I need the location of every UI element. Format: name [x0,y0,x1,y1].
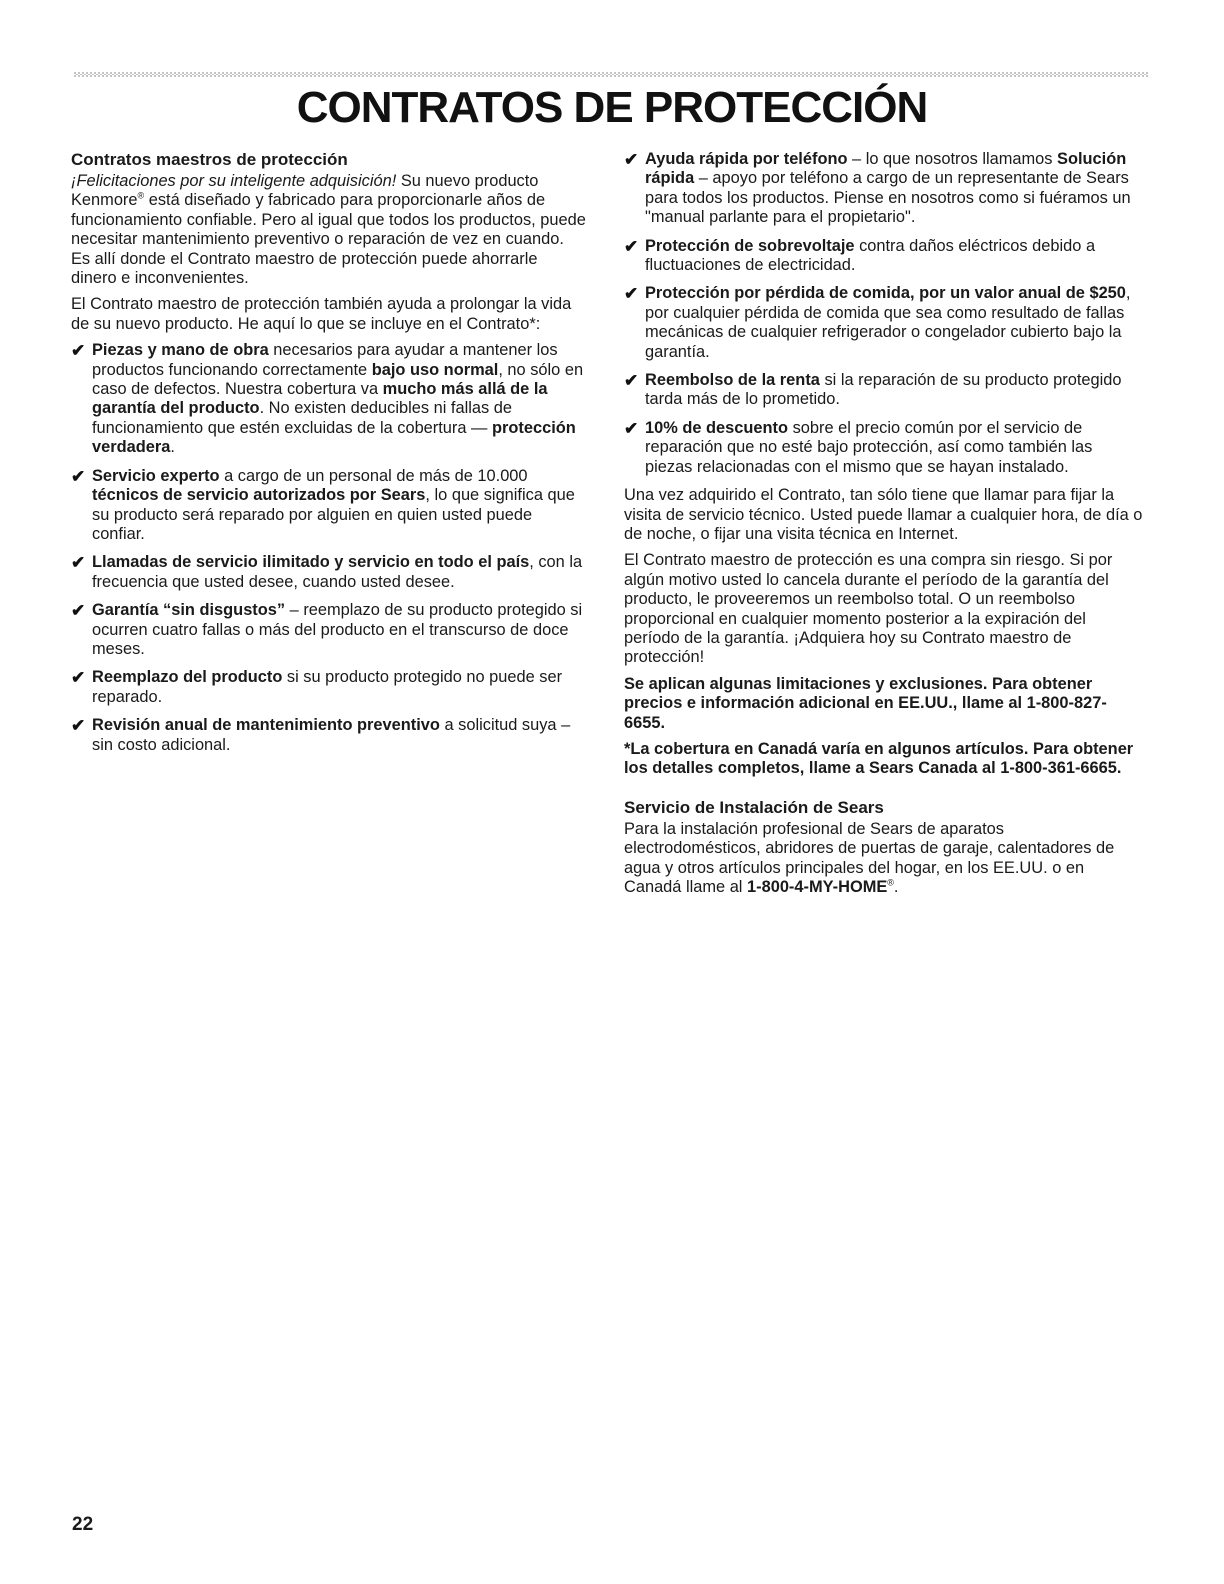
item-text: . [170,438,175,457]
item-text: a solicitud suya – sin costo adicional. [92,716,571,754]
item-text: necesarios para ayudar a mantener los productos funcionando correctamente [92,341,558,379]
item-bold: Garantía “sin disgustos” [92,601,286,620]
limitations-text: Se aplican algunas limitaciones y exclusiones. Para obtener precios e información adicional en EE.UU., llame al 1-800-827-6655. [624,674,1107,732]
list-item-food-loss [624,284,1144,362]
item-text: , por cualquier pérdida de comida que sea como resultado de fallas mecánicas de cualquier refrigerador o congelador cubierto bajo la garantía. [645,284,1131,361]
list-item-rental [624,371,1144,410]
section-heading: Contratos maestros de protección [71,150,348,169]
item-text: , con la frecuencia que usted desee, cuando usted desee. [92,553,583,591]
check-mark-icon: ✔ [624,284,639,304]
contract-paragraph: El Contrato maestro de protección también ayuda a prolongar la vida de su nuevo producto. He aquí lo que se incluye en el Contrato*: [71,295,572,333]
canada-text: *La cobertura en Canadá varía en algunos artículos. Para obtener los detalles completos, llame a Sears Canada al 1-800-361-6665. [624,739,1134,778]
check-mark-icon: ✔ [71,668,86,688]
item-text: , lo que significa que su producto será reparado por alguien en quien usted puede confiar. [92,486,575,543]
list-item-expert-service [71,467,587,545]
item-bold: Solución rápida [645,150,1127,188]
list-item-parts-labor [71,341,587,457]
installation-paragraph [624,820,1144,898]
item-bold: Servicio experto [92,466,220,485]
item-text: contra daños eléctricos debido a fluctuaciones de electricidad. [645,236,1096,275]
check-mark-icon: ✔ [624,236,639,256]
item-text: a cargo de un personal de más de 10.000 [219,466,528,485]
right-column [624,150,1144,904]
item-text: si su producto protegido no puede ser reparado. [92,668,563,706]
item-text: sobre el precio común por el servicio de reparación que no esté bajo protección, así como también las piezas relacionadas con el mismo que se hayan instalado. [645,418,1093,476]
item-bold: Revisión anual de mantenimiento preventivo [92,716,440,735]
installation-end: . [893,878,899,896]
item-text: , no sólo en caso de defectos. Nuestra cobertura va [92,360,584,399]
item-bold: técnicos de servicio autorizados por Sears [92,486,426,505]
item-bold: Reembolso de la renta [645,371,820,390]
check-mark-icon: ✔ [624,150,639,169]
item-bold: Ayuda rápida por teléfono [645,150,848,168]
left-column [71,150,587,764]
item-text: si la reparación de su producto protegido tarda más de lo prometido. [645,371,1122,409]
page-title: CONTRATOS DE PROTECCIÓN [296,83,928,132]
item-bold: mucho más allá de la garantía del producto [92,380,548,418]
registered-mark: ® [887,877,894,888]
risk-free-paragraph: El Contrato maestro de protección es una compra sin riesgo. Si por algún motivo usted lo cancela durante el período de la garantía del producto, le proveeremos un reembolso total. O un reembolso proporcional en cualquier momento posterior a la expiración del período de la garantía. ¡Adquiera hoy su Contrato maestro de protección! [624,551,1113,667]
check-mark-icon: ✔ [624,371,639,391]
list-item-phone-help [624,150,1144,228]
item-text: – apoyo por teléfono a cargo de un representante de Sears para todos los productos. Piense en nosotros como si fuéramos un "manual parlante para el propietario". [645,169,1131,227]
page-number: 22 [72,1514,94,1535]
list-item-discount [624,419,1144,477]
intro-text-1: Su nuevo producto Kenmore [71,172,539,210]
list-item-replacement [71,668,587,707]
item-bold: protección verdadera [92,418,576,457]
list-item-unlimited-calls [71,553,587,592]
list-item-annual-review [71,716,587,755]
list-item-surge [624,237,1144,276]
check-mark-icon: ✔ [71,601,86,621]
installation-phone: 1-800-4-MY-HOME [747,878,888,896]
check-mark-icon: ✔ [71,716,86,736]
item-bold: Llamadas de servicio ilimitado y servicio en todo el país [92,553,530,572]
item-bold: Protección por pérdida de comida, por un valor anual de $250 [645,284,1126,303]
installation-heading: Servicio de Instalación de Sears [624,797,884,817]
list-item-guarantee [71,601,587,659]
item-bold: Reemplazo del producto [92,668,283,687]
item-bold: 10% de descuento [645,418,789,437]
limitations-notice [624,675,1144,733]
check-mark-icon: ✔ [71,341,86,361]
item-bold: Protección de sobrevoltaje [645,236,855,255]
check-mark-icon: ✔ [624,418,639,438]
registered-mark: ® [137,190,145,201]
top-rule [74,72,1148,77]
scheduling-paragraph: Una vez adquirido el Contrato, tan sólo tiene que llamar para fijar la visita de servicio técnico. Usted puede llamar a cualquier hora, de día o de noche, o fijar una visita técnica en Internet. [624,486,1143,543]
intro-italic: ¡Felicitaciones por su inteligente adquisición! [71,172,397,190]
item-bold: Piezas y mano de obra [92,341,269,360]
canada-notice [624,740,1144,779]
check-mark-icon: ✔ [71,466,86,486]
intro-text-2: está diseñado y fabricado para proporcionarle años de funcionamiento confiable. Pero al igual que todos los productos, puede necesitar mantenimiento preventivo o reparación de vez en cuando. Es allí donde el Contrato maestro de protección puede ahorrarle dinero e inconvenientes. [71,191,586,288]
installation-text: Para la instalación profesional de Sears de aparatos electrodomésticos, abridores de puertas de garaje, calentadores de agua y otros artículos principales del hogar, en los EE.UU. o en Canadá llame al [624,819,1115,896]
item-bold: bajo uso normal [371,360,499,379]
item-text: – lo que nosotros llamamos [847,150,1058,168]
check-mark-icon: ✔ [71,553,86,573]
item-text: . No existen deducibles ni fallas de funcionamiento que estén excluidas de la cobertura — [92,399,512,437]
spacer [624,786,1144,798]
intro-paragraph [71,172,587,288]
item-text: – reemplazo de su producto protegido si ocurren cuatro fallas o más del producto en el transcurso de doce meses. [92,601,583,658]
